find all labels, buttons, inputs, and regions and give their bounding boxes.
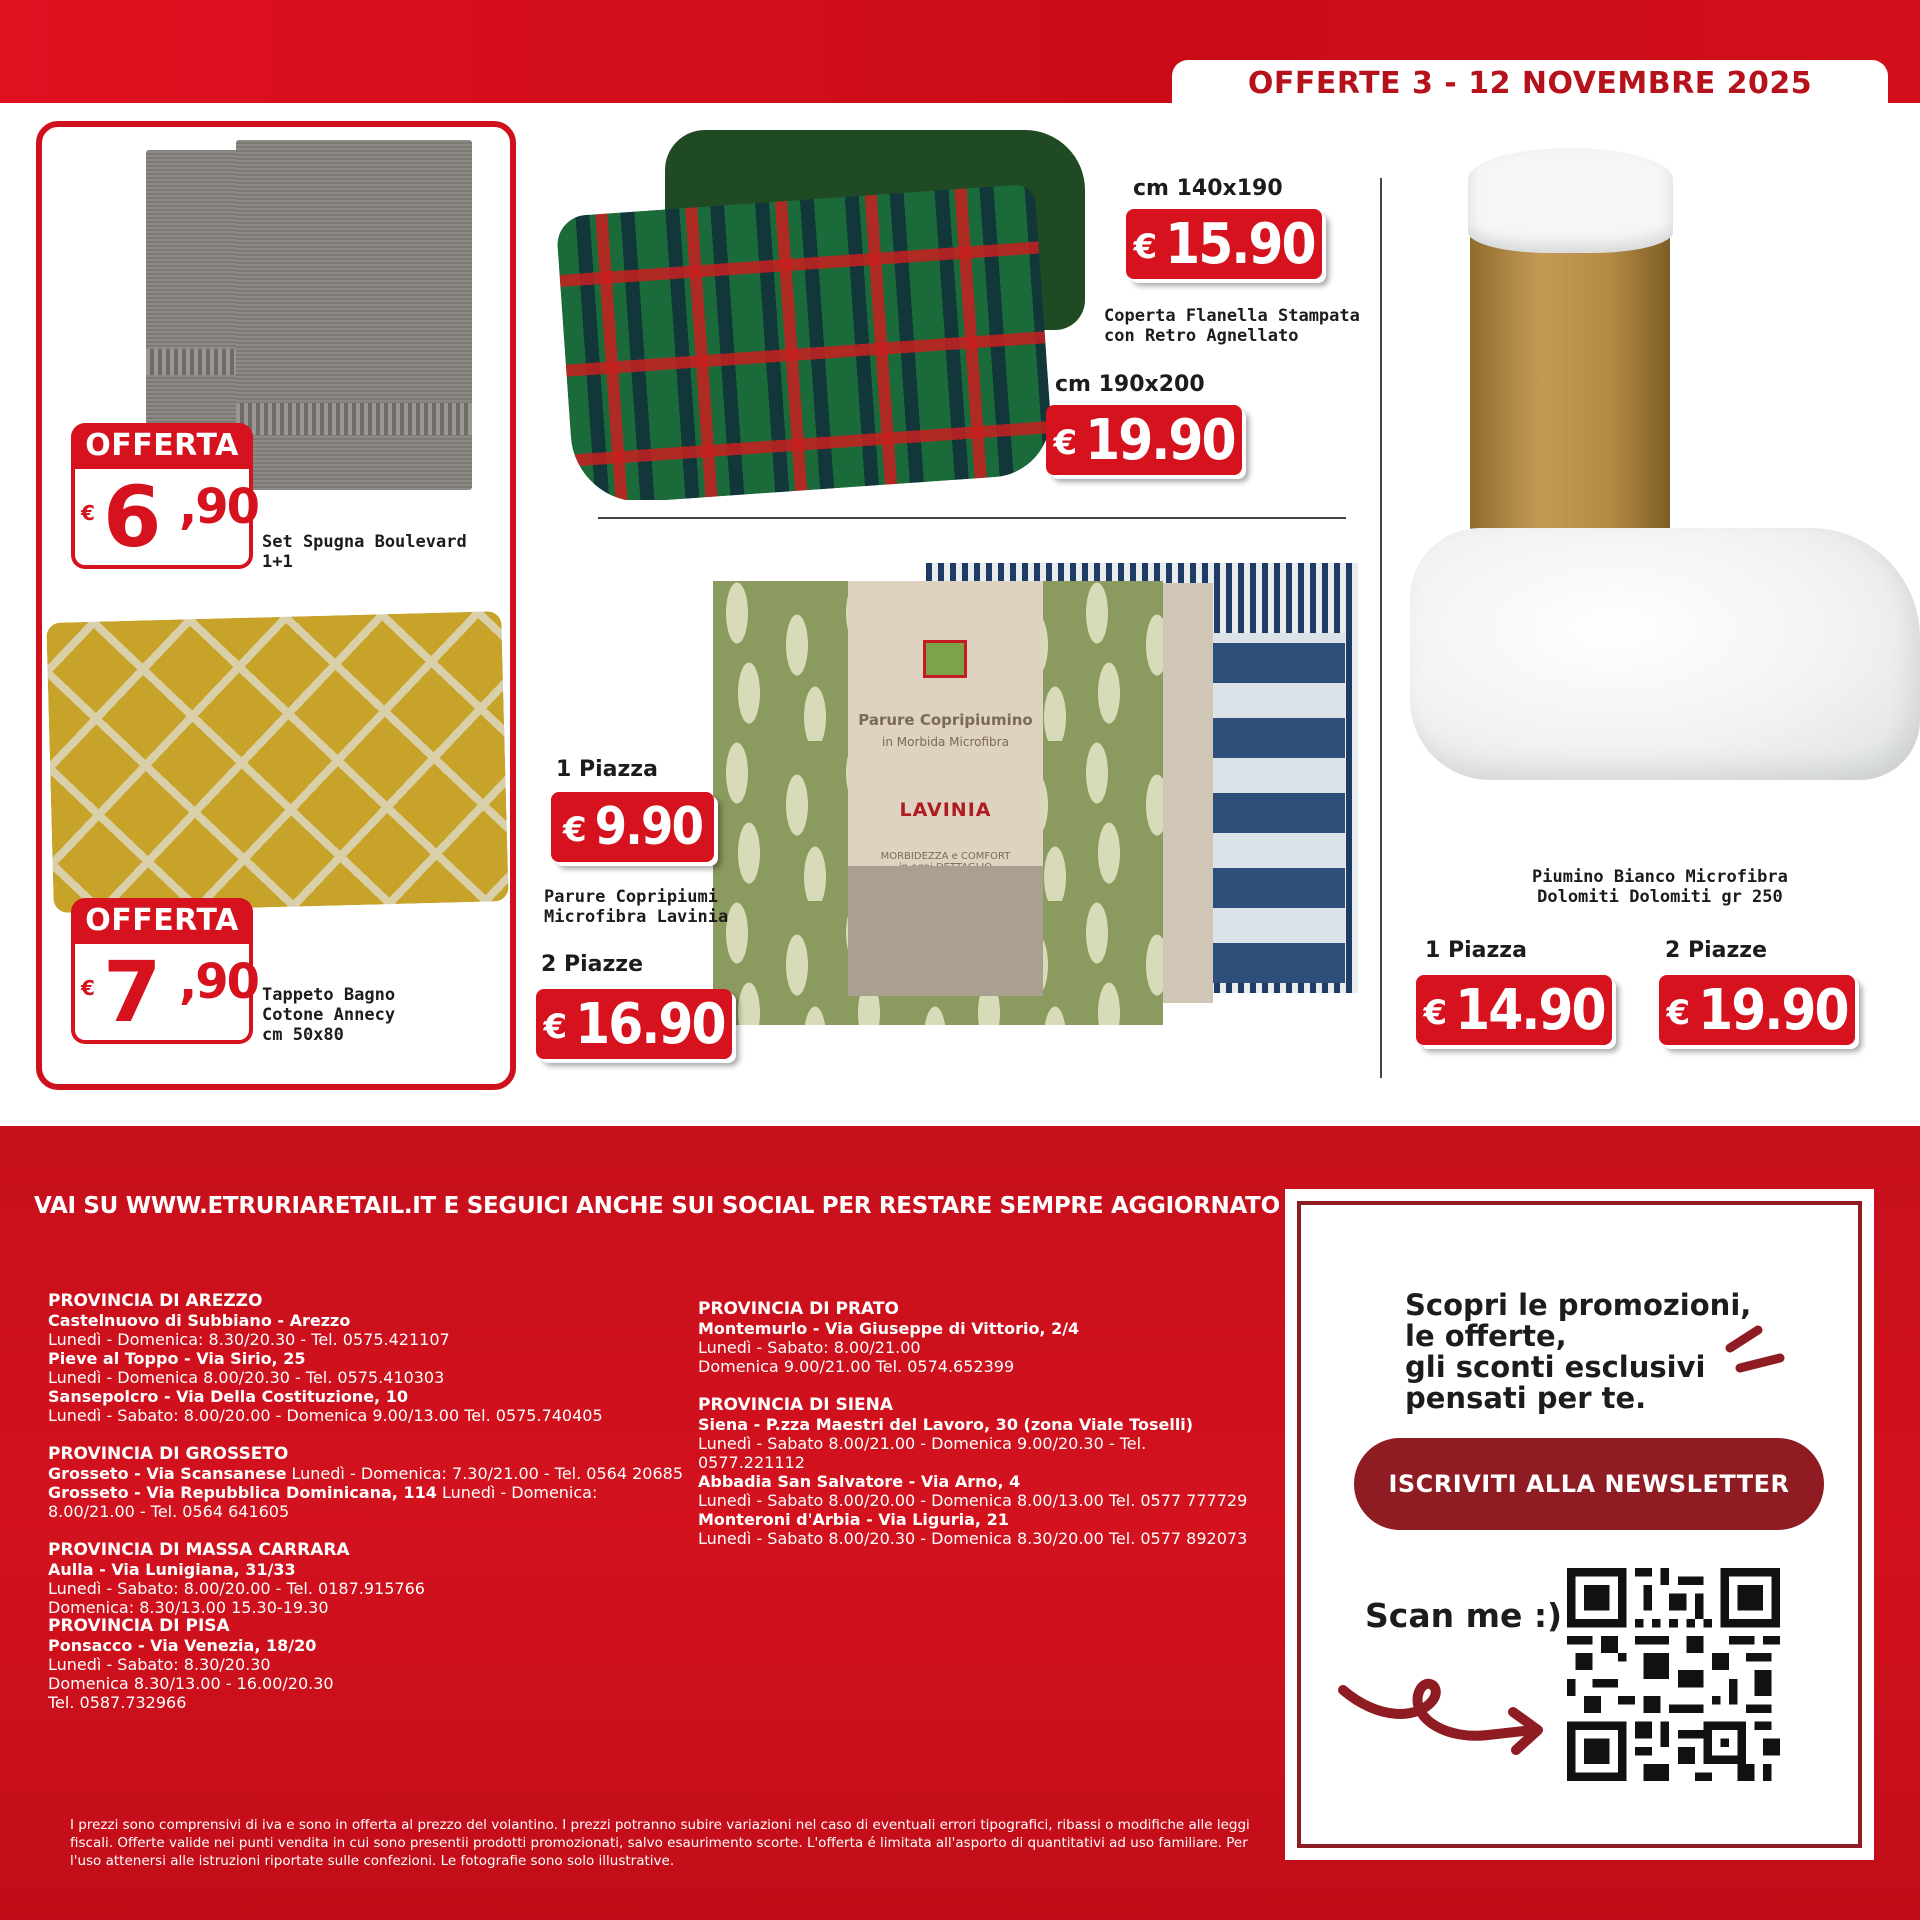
- store-line: [48, 1636, 698, 1655]
- store-hours: Lunedì - Domenica 8.00/20.30 - Tel. 0575.410303: [48, 1368, 445, 1387]
- store-line: [48, 1464, 698, 1483]
- currency-symbol: €: [1053, 423, 1078, 463]
- package-title: Parure Copripiumino: [858, 711, 1033, 729]
- store-line: [48, 1311, 698, 1330]
- duvet-cover-price-small: [551, 792, 714, 862]
- price-integer: 7: [103, 943, 158, 1041]
- store-line: [48, 1330, 698, 1349]
- store-line: [698, 1491, 1278, 1510]
- divider-horizontal: [598, 517, 1346, 519]
- store-list-left: [48, 1292, 698, 1712]
- currency-symbol: €: [1423, 993, 1448, 1033]
- store-hours: Lunedì - Sabato 8.00/20.30 - Domenica 8.30/20.00 Tel. 0577 892073: [698, 1529, 1248, 1548]
- store-line: [48, 1502, 698, 1521]
- duvet-size-large: 2 Piazze: [1665, 938, 1768, 963]
- newsletter-title: Scopri le promozioni, le offerte, gli sconti esclusivi pensati per te.: [1405, 1288, 1752, 1415]
- blanket-caption: Coperta Flanella Stampata con Retro Agnellato: [1104, 306, 1360, 346]
- store-address: Ponsacco - Via Venezia, 18/20: [48, 1636, 317, 1655]
- store-line: [48, 1655, 698, 1674]
- currency-symbol: €: [562, 810, 587, 850]
- store-address: Grosseto - Via Repubblica Dominicana, 114: [48, 1483, 437, 1502]
- duvet-image: [1410, 148, 1920, 780]
- store-list-right: [698, 1300, 1278, 1548]
- website-social-line: VAI SU WWW.ETRURIARETAIL.IT E SEGUICI ANCHE SUI SOCIAL PER RESTARE SEMPRE AGGIORNATO: [34, 1193, 1280, 1219]
- store-line: [48, 1674, 698, 1693]
- divider-vertical: [1380, 178, 1382, 1078]
- duvet-price-small: [1416, 975, 1612, 1045]
- store-line: [698, 1529, 1278, 1548]
- currency-symbol: €: [543, 1007, 568, 1047]
- store-hours: Domenica 8.30/13.00 - 16.00/20.30: [48, 1674, 334, 1693]
- store-hours: Lunedì - Sabato: 8.00/20.00 - Tel. 0187.915766: [48, 1579, 425, 1598]
- store-hours: Lunedì - Domenica: 7.30/21.00 - Tel. 0564 20685: [286, 1464, 683, 1483]
- province-heading: PROVINCIA DI SIENA: [698, 1395, 894, 1415]
- duvet-cover-size-small: 1 Piazza: [556, 757, 658, 782]
- newsletter-subscribe-button[interactable]: ISCRIVITI ALLA NEWSLETTER: [1354, 1438, 1824, 1530]
- currency-symbol: €: [1666, 993, 1691, 1033]
- store-line: [698, 1434, 1278, 1453]
- blanket-price-large: [1046, 405, 1242, 475]
- store-line: [698, 1453, 1278, 1472]
- blanket-size-large: cm 190x200: [1055, 372, 1205, 397]
- store-line: [48, 1349, 698, 1368]
- currency-symbol: €: [1133, 227, 1158, 267]
- store-hours: Domenica 9.00/21.00 Tel. 0574.652399: [698, 1357, 1015, 1376]
- province-heading: PROVINCIA DI PISA: [48, 1616, 230, 1636]
- blanket-size-small: cm 140x190: [1133, 176, 1283, 201]
- price-decimal: ,90: [179, 479, 259, 535]
- towel-offer-tag: [71, 423, 259, 569]
- store-address: Pieve al Toppo - Via Sirio, 25: [48, 1349, 306, 1368]
- duvet-price-large: [1659, 975, 1855, 1045]
- store-line: [48, 1579, 698, 1598]
- qr-code[interactable]: [1567, 1568, 1780, 1781]
- store-hours: Tel. 0587.732966: [48, 1693, 187, 1712]
- store-line: [48, 1406, 698, 1425]
- store-line: [48, 1560, 698, 1579]
- store-line: [698, 1357, 1278, 1376]
- duvet-size-small: 1 Piazza: [1425, 938, 1527, 963]
- store-hours: Lunedì - Sabato 8.00/21.00 - Domenica 9.00/20.30 - Tel.: [698, 1434, 1147, 1453]
- province-heading: PROVINCIA DI PRATO: [698, 1299, 899, 1319]
- price-decimal: ,90: [179, 954, 259, 1010]
- store-address: Aulla - Via Lunigiana, 31/33: [48, 1560, 296, 1579]
- store-line: [698, 1510, 1278, 1529]
- brand-logo-icon: [923, 640, 967, 678]
- offer-badge: OFFERTA: [71, 423, 253, 469]
- price-value: 16.90: [575, 991, 725, 1057]
- store-line: [48, 1387, 698, 1406]
- store-hours: Lunedì - Sabato: 8.00/21.00: [698, 1338, 921, 1357]
- store-hours: Lunedì - Sabato 8.00/20.00 - Domenica 8.00/13.00 Tel. 0577 777729: [698, 1491, 1248, 1510]
- store-line: [698, 1319, 1278, 1338]
- store-address: Castelnuovo di Subbiano - Arezzo: [48, 1311, 351, 1330]
- store-line: [698, 1472, 1278, 1491]
- blanket-image: [545, 130, 1085, 500]
- store-address: Abbadia San Salvatore - Via Arno, 4: [698, 1472, 1021, 1491]
- store-address: Sansepolcro - Via Della Costituzione, 10: [48, 1387, 408, 1406]
- package-tagline: MORBIDEZZA e COMFORT: [880, 851, 1011, 862]
- store-hours: Lunedì - Sabato: 8.00/20.00 - Domenica 9.00/13.00 Tel. 0575.740405: [48, 1406, 603, 1425]
- store-line: [48, 1368, 698, 1387]
- spacer: [698, 1376, 1278, 1396]
- curly-arrow-icon: [1338, 1660, 1558, 1760]
- price-value: 14.90: [1455, 977, 1605, 1043]
- duvet-cover-caption: Parure Copripiumi Microfibra Lavinia: [544, 887, 729, 927]
- sparkle-icon: [1720, 1318, 1790, 1388]
- offer-dates-tab: [1172, 60, 1888, 106]
- duvet-cover-price-large: [536, 989, 732, 1059]
- duvet-cover-size-large: 2 Piazze: [541, 952, 644, 977]
- store-address: Monteroni d'Arbia - Via Liguria, 21: [698, 1510, 1009, 1529]
- province-heading: PROVINCIA DI AREZZO: [48, 1291, 263, 1311]
- store-hours: 8.00/21.00 - Tel. 0564 641605: [48, 1502, 290, 1521]
- currency-symbol: €: [81, 501, 95, 525]
- store-hours: 0577.221112: [698, 1453, 805, 1472]
- rug-offer-tag: [71, 898, 259, 1044]
- offer-dates: OFFERTE 3 - 12 NOVEMBRE 2025: [1247, 65, 1813, 101]
- price-value: 19.90: [1085, 407, 1235, 473]
- bath-rug-image: [46, 611, 508, 913]
- province-heading: PROVINCIA DI GROSSETO: [48, 1444, 289, 1464]
- price-value: 19.90: [1698, 977, 1848, 1043]
- spacer: [48, 1521, 698, 1541]
- offer-badge: OFFERTA: [71, 898, 253, 944]
- price-value: 9.90: [594, 797, 703, 857]
- duvet-caption: Piumino Bianco Microfibra Dolomiti Dolomiti gr 250: [1532, 867, 1788, 907]
- towel-caption: Set Spugna Boulevard 1+1: [262, 532, 467, 572]
- store-hours: Lunedì - Sabato: 8.30/20.30: [48, 1655, 271, 1674]
- blanket-price-small: [1126, 209, 1322, 279]
- store-hours: Lunedì - Domenica:: [436, 1483, 598, 1502]
- price-integer: 6: [103, 468, 158, 566]
- store-address: Montemurlo - Via Giuseppe di Vittorio, 2/4: [698, 1319, 1080, 1338]
- province-heading: PROVINCIA DI MASSA CARRARA: [48, 1540, 350, 1560]
- rug-caption: Tappeto Bagno Cotone Annecy cm 50x80: [262, 985, 396, 1045]
- duvet-cover-image: [713, 563, 1358, 1025]
- store-address: Grosseto - Via Scansanese: [48, 1464, 287, 1483]
- store-hours: Lunedì - Domenica: 8.30/20.30 - Tel. 0575.421107: [48, 1330, 450, 1349]
- store-line: [698, 1415, 1278, 1434]
- store-hours: Domenica: 8.30/13.00 15.30-19.30: [48, 1598, 329, 1617]
- package-name: LAVINIA: [899, 799, 992, 821]
- store-address: Siena - P.zza Maestri del Lavoro, 30 (zona Viale Toselli): [698, 1415, 1194, 1434]
- price-value: 15.90: [1165, 211, 1315, 277]
- package-subtitle: in Morbida Microfibra: [882, 735, 1009, 749]
- disclaimer: I prezzi sono comprensivi di iva e sono in offerta al prezzo del volantino. I prezzi potranno subire variazioni nel caso di eventuali errori tipografici, ribassi o modifiche alle leggi fiscali. Offerte valide nei punti vendita in cui sono presentii prodotti promozionati, salvo esaurimento scorte. L'offerta é limitata all'asporto di quantitativi ad uso familiare. Per l'uso attenersi alle istruzioni riportate sulle confezioni. Le fotografie sono solo illustrative.: [70, 1817, 1250, 1869]
- scan-me-label: Scan me :): [1365, 1596, 1563, 1635]
- store-line: [698, 1338, 1278, 1357]
- store-line: [48, 1693, 698, 1712]
- spacer: [48, 1425, 698, 1445]
- currency-symbol: €: [81, 976, 95, 1000]
- store-line: [48, 1598, 698, 1617]
- store-line: [48, 1483, 698, 1502]
